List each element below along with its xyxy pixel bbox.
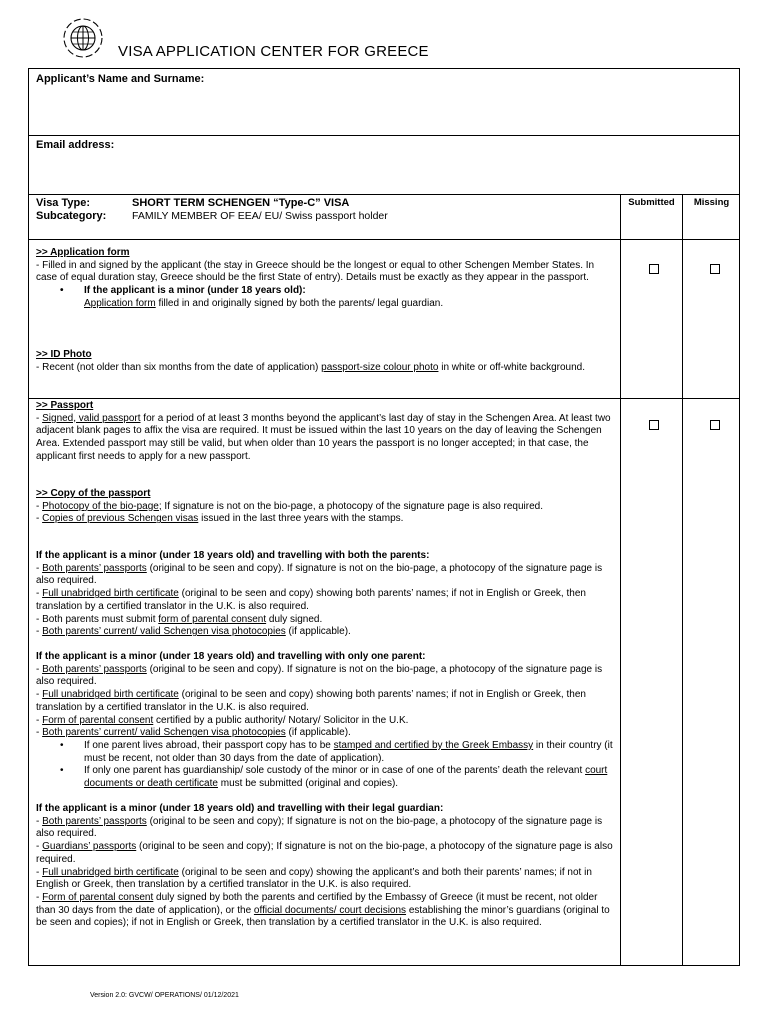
checklist-table [28,68,740,966]
column-divider [682,194,683,965]
bio-page-link: Photocopy of the bio-page; [42,500,162,512]
list-item: - Both parents must submit form of parental consent duly signed. [36,613,323,625]
application-form-section [36,247,614,311]
minor-note [36,298,614,311]
list-item: - Both parents’ passports (original to be seen and copy); If signature is not on the bio-page, a photocopy of the signature page is also required. [36,815,603,840]
text: in their country (it must be recent, not older than 30 days from the date of application). [84,739,613,764]
application-form-link: Application form [84,297,156,309]
divider [29,194,739,195]
version-footer: Version 2.0: GVCW/ OPERATIONS/ 01/12/2021 [90,992,239,999]
copy-passport-heading: >> Copy of the passport [36,488,151,499]
text: (original to be seen and copy) showing both parents’ names; if not in English or Greek, then translation by a certified translator in the U.K. is also required. [36,689,586,713]
link: Both parents’ current/ valid Schengen visa photocopies [42,727,286,739]
text: (original to be seen and copy); If signature is not on the bio-page, a photocopy of the signature page is also required. [36,815,603,840]
id-photo-heading: >> ID Photo [36,349,92,360]
divider [29,239,739,240]
link: Both parents’ passports [42,815,147,827]
list-item: - Full unabridged birth certificate (original to be seen and copy) showing both parents’ names; if not in English or Greek, then translation by a certified translator in the U.K. is also required. [36,588,586,612]
text: If one parent lives abroad, their passport copy has to be [84,739,334,751]
text: (original to be seen and copy). If signature is not on the bio-page, a photocopy of the signature page is also required. [36,562,603,587]
both-parents-heading: If the applicant is a minor (under 18 years old) and travelling with both the parents: [36,550,430,561]
list-item: - Full unabridged birth certificate (original to be seen and copy) showing both parents’ names; if not in English or Greek, then translation by a certified translator in the U.K. is also required. [36,689,586,713]
text: If only one parent has guardianship/ sole custody of the minor or in case of one of the parents’ death the relevant [84,765,586,777]
list-item: - Guardians’ passports (original to be seen and copy); If signature is not on the bio-page, a photocopy of the signature page is also required. [36,841,613,865]
passport-submitted-checkbox[interactable] [649,420,659,430]
page-title: VISA APPLICATION CENTER FOR GREECE [118,43,429,60]
list-item: - Full unabridged birth certificate (original to be seen and copy) showing the applicant’s and both their parents’ names; if not in English or Greek, then translation by a certified translator in the U.K. is also required. [36,866,592,891]
missing-column-header: Missing [693,197,730,208]
one-parent-heading: If the applicant is a minor (under 18 years old) and travelling with only one parent: [36,651,426,662]
text: If signature is not on the bio-page, a photocopy of the signature page is also required. [161,500,544,512]
text: (if applicable). [285,727,351,739]
dash: - [36,500,43,512]
passport-missing-checkbox[interactable] [710,420,720,430]
email-label: Email address: [36,139,115,151]
link: official documents/ court decisions [253,904,407,916]
application-form-submitted-checkbox[interactable] [649,264,659,274]
list-item: - Both parents’ current/ valid Schengen visa photocopies (if applicable). [36,626,351,638]
list-item: - Both parents’ passports (original to be seen and copy). If signature is not on the bio-page, a photocopy of the signature page is also required. [36,562,603,587]
id-photo-text-b: in white or off-white background. [438,361,586,373]
visa-type-value: SHORT TERM SCHENGEN “Type-C” VISA [132,197,350,209]
passport-section [36,400,614,464]
application-form-missing-checkbox[interactable] [710,264,720,274]
minor-bullet: • If the applicant is a minor (under 18 years old): [36,285,614,298]
guardian-heading: If the applicant is a minor (under 18 years old) and travelling with their legal guardian: [36,803,444,814]
text: certified by a public authority/ Notary/ Solicitor in the U.K. [153,714,409,726]
text: (original to be seen and copy) showing both parents’ names; if not in English or Greek, then translation by a certified translator in the U.K. is also required. [36,588,586,612]
id-photo-text [36,362,614,375]
one-parent-section [36,651,614,791]
divider [29,135,739,136]
copy-passport-item-1 [36,501,614,514]
submitted-column-header: Submitted [628,197,675,208]
text: Both parents must submit [42,613,159,625]
bullet-item [36,740,614,765]
guardian-section [36,803,614,930]
passport-heading: >> Passport [36,400,94,411]
minor-note-text: filled in and originally signed by both the parents/ legal guardian. [155,297,444,309]
application-form-text: - Filled in and signed by the applicant (the stay in Greece should be the longest or equal to other Schengen Member States. In case of equal duration stay, Greece should be the first State of entry). Details must be exactly as they appear in the passport. [36,259,595,284]
text: issued in the last three years with the stamps. [198,513,404,525]
list-item: - Both parents’ passports (original to be seen and copy). If signature is not on the bio-page, a photocopy of the signature page is also required. [36,663,603,688]
text: (original to be seen and copy). If signature is not on the bio-page, a photocopy of the signature page is also required. [36,663,603,688]
copy-passport-item-2 [36,513,614,526]
passport-text [36,413,614,464]
dash: - [36,412,43,424]
dash: - [36,513,43,525]
visa-type-label: Visa Type: [36,197,91,209]
link: Both parents’ current/ valid Schengen visa photocopies [42,626,286,638]
id-photo-text-a: - Recent (not older than six months from the date of application) [36,361,322,373]
text: must be submitted (original and copies). [217,778,399,790]
copy-passport-section [36,488,614,526]
text: (if applicable). [285,626,351,638]
column-divider [620,194,621,965]
both-parents-section [36,550,614,639]
link: court documents or death certificate [84,765,608,790]
passport-text-body: for a period of at least 3 months beyond the applicant’s last day of stay in the Schengen Area. At least two adjacent blank pages to affix the visa are required. It must be issued within the last 10 years on the day of leaving the Schengen Area. Extended passport may still be valid, but when older than 10 years the passport is no longer accepted; in that case, the applicant first needs to apply for a new passport. [36,412,611,462]
subcategory-value: FAMILY MEMBER OF EEA/ EU/ Swiss passport holder [132,210,388,222]
subcategory-label: Subcategory: [36,210,107,222]
text: establishing the minor’s guardians (original to be seen and copies); if not in English or Greek, then translation by a certified translator in the U.K. is also required. [36,904,610,929]
link: form of parental consent [158,613,267,625]
id-photo-section [36,349,614,374]
application-form-heading: >> Application form [36,247,130,258]
link: Guardians’ passports [42,841,137,853]
list-item: - Form of parental consent duly signed by both the parents and certified by the Embassy of Greece (it must be recent, not older than 30 days from the date of application), or the official documents/ court decisions establishing the minor’s guardians (original to be seen and copies); if not in English or Greek, then translation by a certified translator in the U.K. is also required. [36,891,610,929]
photo-link: passport-size colour photo [321,361,439,373]
list-item: - Form of parental consent certified by a public authority/ Notary/ Solicitor in the U.K. [36,714,409,726]
globe-logo-icon [62,17,104,59]
passport-link: Signed, valid passport [42,412,141,424]
link: stamped and certified by the Greek Embassy [333,739,534,751]
text: (original to be seen and copy); If signature is not on the bio-page, a photocopy of the signature page is also required. [36,841,613,865]
bullet-item [36,765,614,790]
divider [29,398,739,399]
link: Both parents’ passports [42,663,147,675]
link: Form of parental consent [42,891,154,903]
link: Full unabridged birth certificate [42,588,179,600]
list-item: - Both parents’ current/ valid Schengen visa photocopies (if applicable). [36,727,351,739]
link: Full unabridged birth certificate [42,689,179,701]
text: duly signed. [266,613,323,625]
applicant-name-label: Applicant’s Name and Surname: [36,73,205,85]
link: Form of parental consent [42,714,154,726]
link: Full unabridged birth certificate [42,866,179,878]
text: (original to be seen and copy) showing the applicant’s and both their parents’ names; if not in English or Greek, then translation by a certified translator in the U.K. is also required. [36,866,592,891]
text: duly signed by both the parents and certified by the Embassy of Greece (it must be recent, not older than 30 days from the date of application), or the [36,891,598,916]
link: Both parents’ passports [42,562,147,574]
schengen-visas-link: Copies of previous Schengen visas [42,513,199,525]
